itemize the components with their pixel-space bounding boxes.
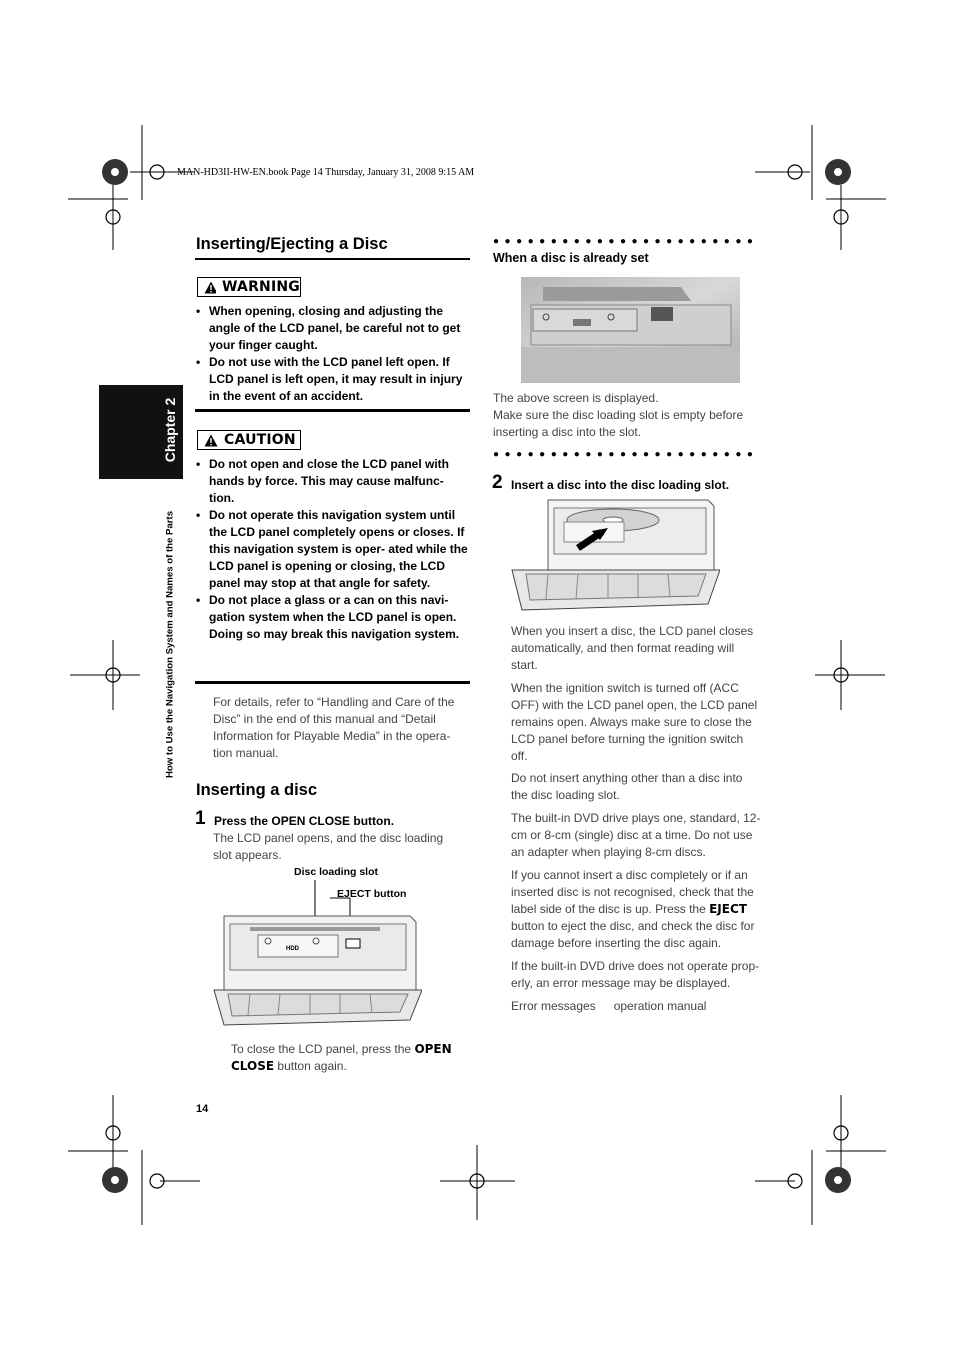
p-no-other: Do not insert anything other than a disc into the disc loading slot. [511, 771, 743, 802]
caution-list [196, 456, 471, 643]
chapter-label: Chapter 2 [162, 397, 178, 463]
page-number: 14 [196, 1103, 209, 1115]
screen-text: The above screen is displayed. Make sure the disc loading slot is empty before inserting a disc into the slot. [493, 391, 744, 439]
inserting-subtitle: Inserting a disc [196, 781, 318, 799]
details-text: For details, refer to “Handling and Care of the Disc” in the end of this manual and “Detail Information for Playable Media” in the opera- tion manual. [213, 695, 455, 760]
hdd-label: HDD [286, 946, 299, 952]
step-2-number: 2 [492, 472, 503, 493]
caution-box [197, 430, 301, 450]
dotted-divider: ●●●●●●●●●●●●●●●●●●●●●●● [493, 236, 759, 247]
list-item: • Do not use with the LCD panel left open. If LCD panel is left open, it may result in injury in the event of an accident. [196, 355, 463, 403]
step-1-body: The LCD panel opens, and the disc loading slot appears. [213, 831, 444, 862]
step-2-text: Insert a disc into the disc loading slot. [511, 478, 730, 492]
p-dvd-drive: The built-in DVD drive plays one, standard, 12- cm or 8-cm (single) disc at a time. Do not use an adapter when playing 8-cm discs. [511, 811, 761, 859]
insert-disc-illustration [508, 498, 720, 616]
caution-rule [195, 681, 470, 684]
p-ignition: When the ignition switch is turned off (ACC OFF) with the LCD panel open, the LCD panel remains open. Always make sure to close the LCD panel before turning the ignition switch off. [511, 681, 758, 763]
close-note: To close the LCD panel, press the OPEN CLOSE button again. [231, 1042, 452, 1073]
warning-list [196, 303, 471, 405]
device-closed-photo [521, 277, 740, 383]
p-error-ref: Error messages operation manual [511, 999, 707, 1013]
warning-box [197, 277, 301, 297]
already-set-heading: When a disc is already set [493, 251, 649, 265]
warning-label: WARNING [222, 279, 300, 295]
warning-rule [195, 409, 470, 412]
list-item: • Do not place a glass or a can on this navi- gation system when the LCD panel is open. Doing so may break this navigation system. [196, 593, 460, 641]
step-1-number: 1 [195, 808, 206, 829]
device-open-illustration [210, 880, 422, 1030]
list-item: • Do not operate this navigation system until the LCD panel completely opens or closes. If this navigation system is oper- ated while the LCD panel is opening or closing, the LCD panel may stop at that angle for safety. [196, 508, 468, 590]
disc-slot-label: Disc loading slot [294, 866, 379, 878]
title-rule [195, 258, 470, 260]
dotted-divider: ●●●●●●●●●●●●●●●●●●●●●●● [493, 449, 759, 460]
section-label: How to Use the Navigation System and Names of the Parts [164, 510, 176, 779]
list-item: • When opening, closing and adjusting the angle of the LCD panel, be careful not to get your finger caught. [196, 304, 461, 352]
list-item: • Do not open and close the LCD panel with hands by force. This may cause malfunc- tion. [196, 457, 450, 505]
caution-label: CAUTION [224, 432, 296, 448]
p-auto-close: When you insert a disc, the LCD panel closes automatically, and then format reading will start. [511, 624, 754, 672]
eject-label: EJECT button [337, 888, 407, 900]
section-title: Inserting/Ejecting a Disc [196, 235, 388, 253]
p-error: If the built-in DVD drive does not operate prop- erly, an error message may be displayed. [511, 959, 760, 990]
p-eject: If you cannot insert a disc completely or if an inserted disc is not recognised, check that the label side of the disc is up. Press the EJECT button to eject the disc, and check the disc for damage before inserting the disc again. [511, 868, 755, 950]
caution-icon [204, 434, 218, 447]
warning-icon [204, 281, 216, 294]
step-1-text: Press the OPEN CLOSE button. [214, 814, 395, 828]
print-header: MAN-HD3II-HW-EN.book Page 14 Thursday, January 31, 2008 9:15 AM [177, 167, 475, 178]
